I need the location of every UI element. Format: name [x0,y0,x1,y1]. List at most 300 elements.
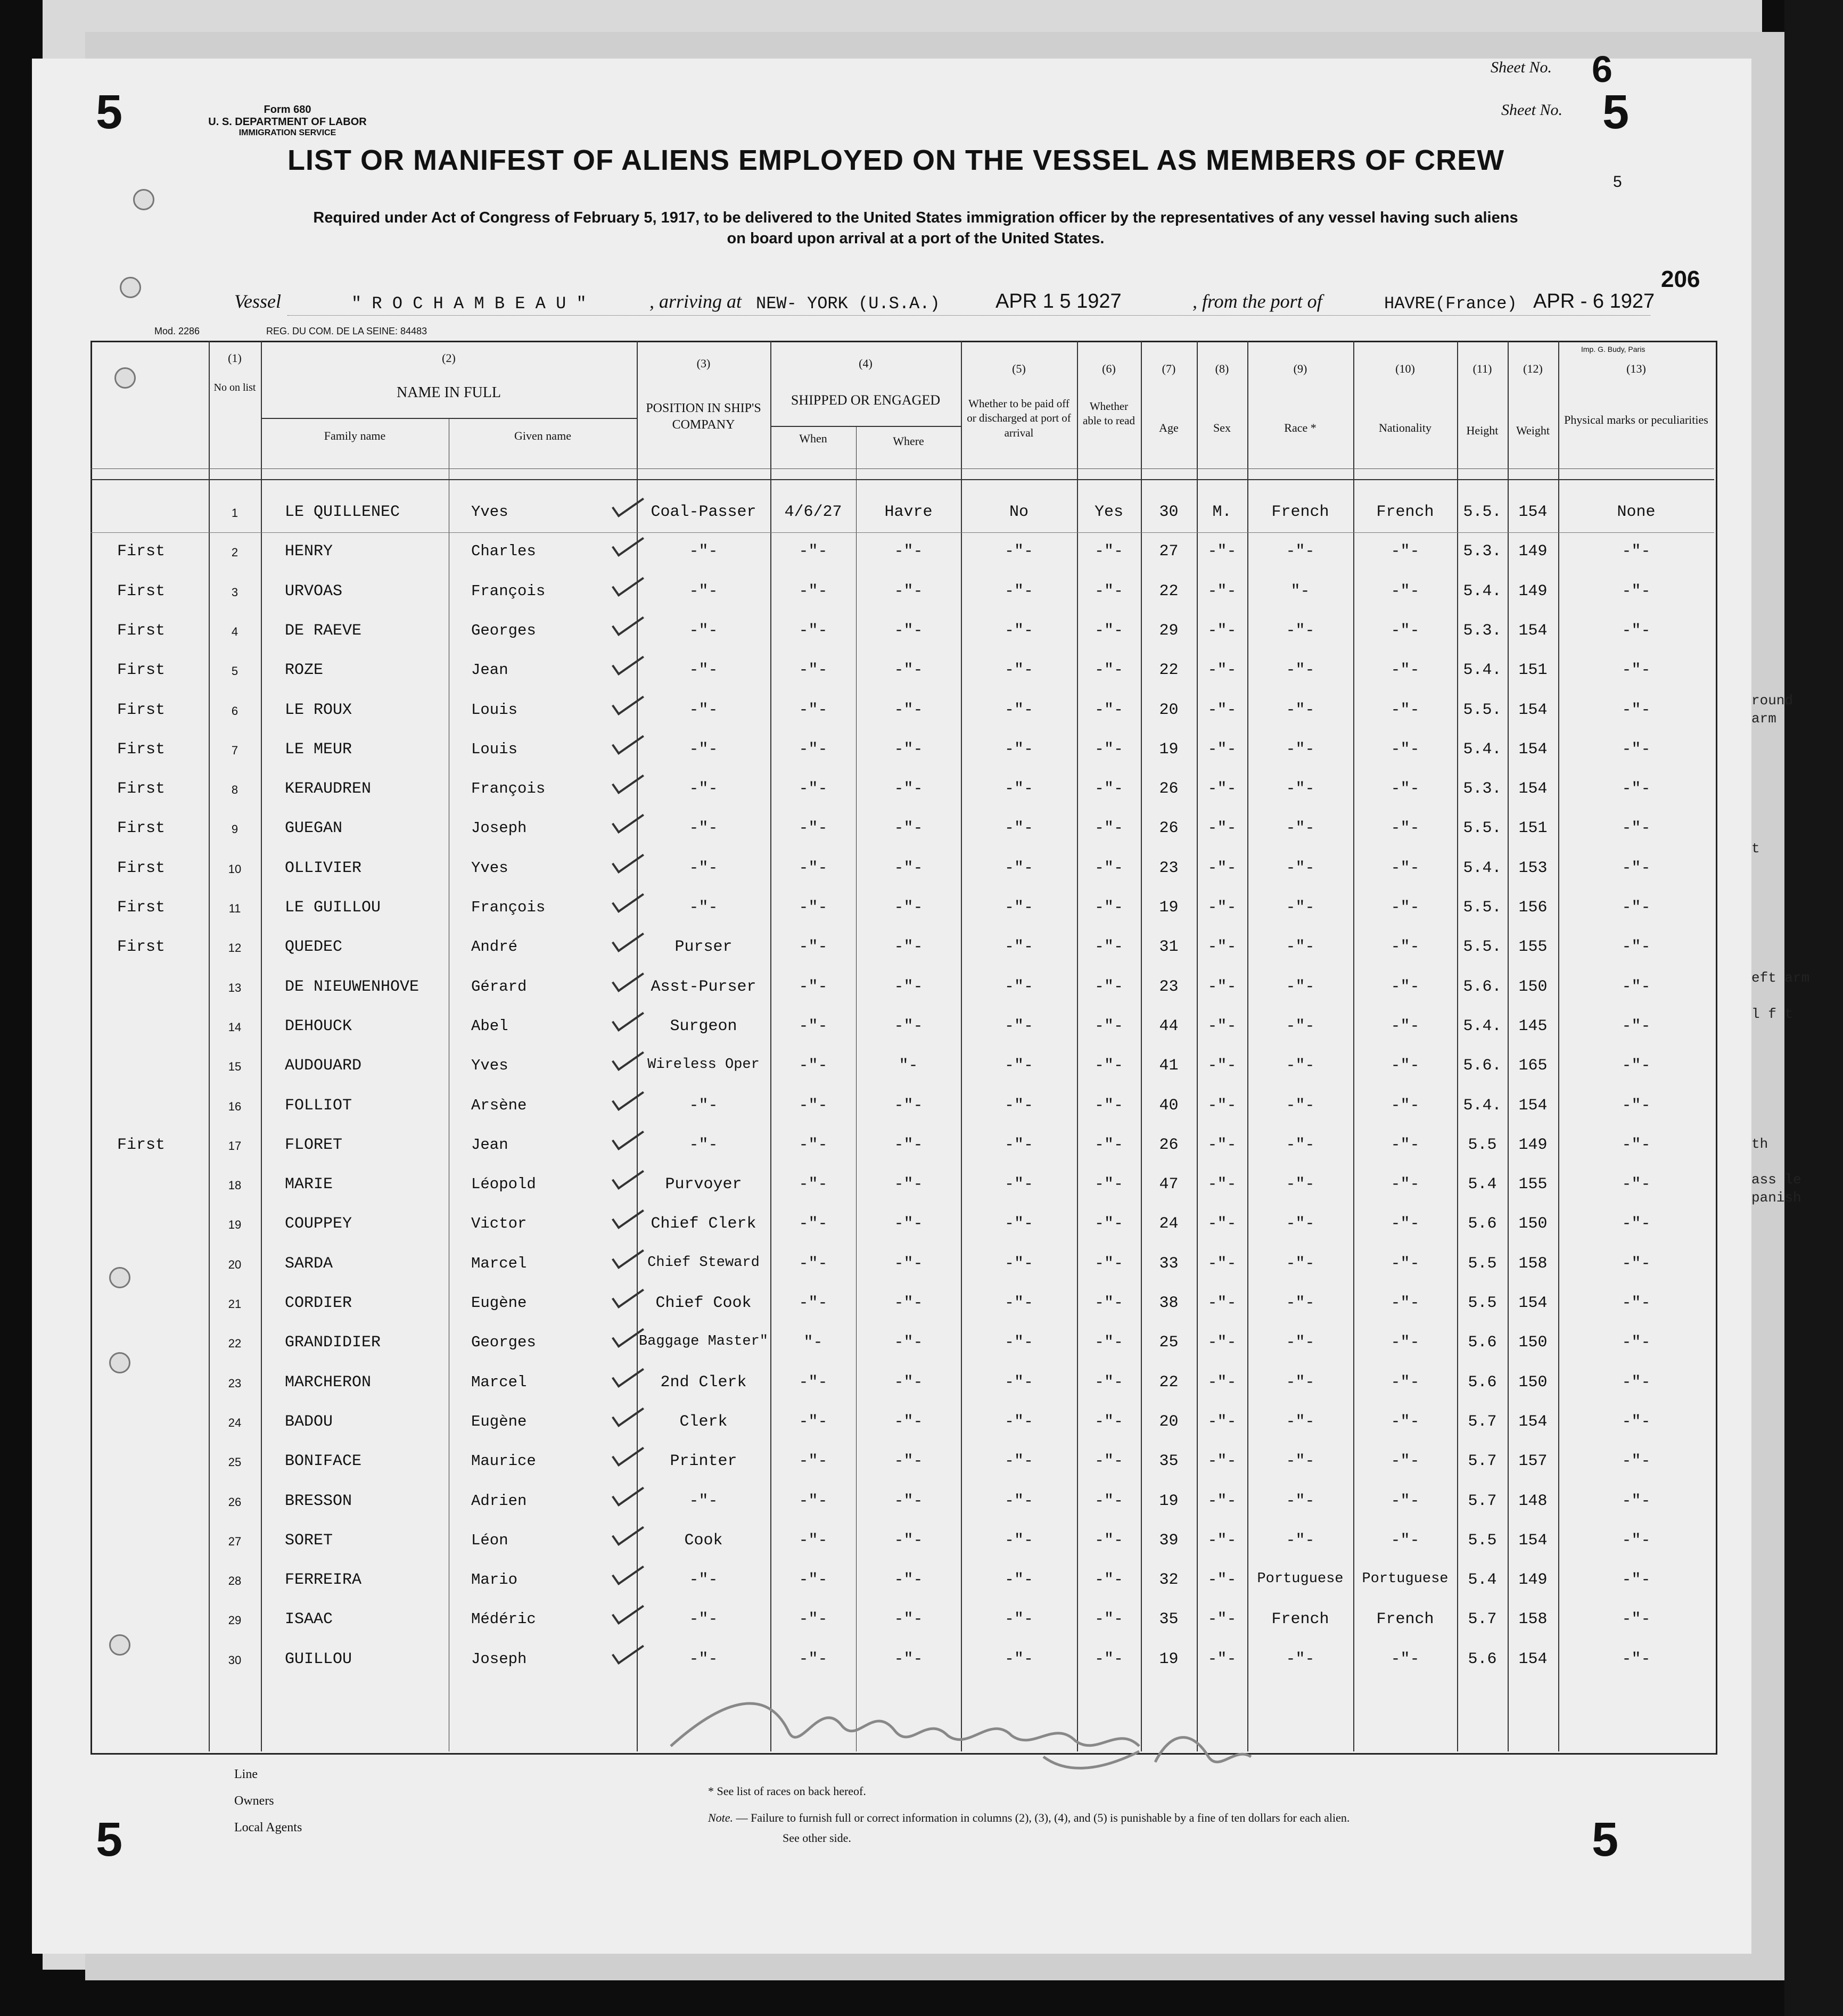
row-mark: First [117,1135,166,1154]
physical-marks: -"- [1622,1531,1651,1550]
col-num-8: (8) [1215,362,1229,375]
weight: 154 [1518,1650,1548,1668]
punch-hole [109,1267,130,1288]
header-where: Where [893,434,924,448]
physical-marks: -"- [1622,1610,1651,1629]
paid-off: -"- [1004,780,1033,799]
given-name: Gérard [471,977,527,995]
able-to-read: -"- [1094,859,1123,877]
race: -"- [1286,1057,1315,1075]
age: 31 [1159,938,1179,957]
able-to-read: -"- [1094,1254,1123,1273]
paid-off: -"- [1004,1135,1033,1154]
age: 44 [1159,1017,1179,1035]
shipped-when: -"- [799,819,828,838]
age: 26 [1159,1135,1179,1154]
family-name: LE MEUR [285,740,352,759]
position: -"- [689,859,718,877]
race: -"- [1286,542,1315,561]
given-name: Victor [471,1215,527,1233]
race: -"- [1286,621,1315,640]
age: 26 [1159,780,1179,799]
race: -"- [1286,1650,1315,1668]
row-mark: First [117,582,166,600]
able-to-read: -"- [1094,977,1123,996]
given-name: François [471,780,546,798]
page-number: 206 [1661,266,1700,292]
sheet-number: 5 [1602,86,1630,139]
see-other-side: See other side. [783,1831,851,1845]
position: Chief Cook [655,1294,752,1312]
weight: 149 [1518,582,1548,600]
family-name: BADOU [285,1412,333,1431]
shipped-where: -"- [894,1650,923,1668]
nationality: -"- [1391,1254,1420,1273]
nationality: -"- [1391,582,1420,600]
shipped-where: -"- [894,938,923,957]
nationality: -"- [1391,1294,1420,1312]
shipped-where: -"- [894,1017,923,1035]
given-name: Louis [471,701,518,719]
given-name: Joseph [471,819,527,837]
shipped-where: -"- [894,1571,923,1590]
age: 19 [1159,899,1179,917]
physical-marks: -"- [1622,1096,1651,1115]
shipped-when: -"- [799,661,828,680]
height: 5.3. [1463,542,1502,561]
punch-hole [120,277,141,298]
sex: -"- [1207,1373,1237,1392]
shipped-where: -"- [894,1412,923,1431]
col-num-4: (4) [859,357,873,370]
able-to-read: -"- [1094,819,1123,838]
shipped-where: -"- [894,542,923,561]
row-number: 16 [228,1099,242,1113]
header-family-name: Family name [324,429,386,442]
family-name: FERREIRA [285,1571,362,1590]
nationality: -"- [1391,740,1420,759]
position: -"- [689,1650,718,1668]
age: 20 [1159,1412,1179,1431]
row-number: 25 [228,1455,242,1469]
height: 5.5. [1463,899,1502,917]
position: -"- [689,1492,718,1510]
weight: 154 [1518,701,1548,719]
weight: 150 [1518,1215,1548,1233]
shipped-where: -"- [894,740,923,759]
physical-marks: -"- [1622,1650,1651,1668]
sex: -"- [1207,1492,1237,1510]
col-num-12: (12) [1523,362,1543,375]
able-to-read: -"- [1094,661,1123,680]
row-number: 14 [228,1020,242,1034]
family-name: DEHOUCK [285,1017,352,1035]
able-to-read: -"- [1094,1175,1123,1194]
nationality: -"- [1391,1017,1420,1035]
race: -"- [1286,938,1315,957]
row-number: 15 [228,1060,242,1074]
sex: -"- [1207,1096,1237,1115]
form-header [208,104,367,138]
header-when: When [799,432,827,445]
race: -"- [1286,977,1315,996]
race: -"- [1286,1017,1315,1035]
given-name: Abel [471,1017,508,1035]
sex: -"- [1207,1057,1237,1075]
row-number: 20 [228,1257,242,1271]
height: 5.5 [1468,1135,1497,1154]
family-name: ROZE [285,661,324,680]
paid-off: -"- [1004,1571,1033,1590]
race: -"- [1286,1452,1315,1471]
weight: 158 [1518,1254,1548,1273]
able-to-read: -"- [1094,899,1123,917]
physical-marks: -"- [1622,1294,1651,1312]
shipped-where: -"- [894,899,923,917]
paid-off: -"- [1004,582,1033,600]
family-name: FLORET [285,1135,343,1154]
row-number: 7 [231,743,238,757]
physical-marks: -"- [1622,1057,1651,1075]
header-name-in-full: NAME IN FULL [397,384,501,401]
paid-off: -"- [1004,701,1033,719]
sex: -"- [1207,621,1237,640]
paid-off: -"- [1004,1294,1033,1312]
weight: 151 [1518,661,1548,680]
race: -"- [1286,740,1315,759]
header-race: Race * [1284,421,1317,434]
sex: -"- [1207,938,1237,957]
printer-credit: Imp. G. Budy, Paris [1581,345,1645,353]
header-no-on-list: No on list [213,382,256,393]
paid-off: -"- [1004,542,1033,561]
given-name: François [471,899,546,916]
given-name: Eugène [471,1412,527,1430]
race: -"- [1286,1096,1315,1115]
row-number: 9 [231,822,238,836]
race: -"- [1286,1412,1315,1431]
nationality: -"- [1391,701,1420,719]
shipped-when: -"- [799,977,828,996]
family-name: GUILLOU [285,1650,352,1668]
shipped-where: Havre [884,503,933,521]
punch-hole [109,1352,130,1373]
sex: M. [1212,503,1232,521]
given-name: André [471,938,518,956]
row-mark: First [117,938,166,957]
height: 5.6 [1468,1373,1497,1392]
family-name: SORET [285,1531,333,1550]
shipped-when: -"- [799,1650,828,1668]
row-number: 29 [228,1614,242,1627]
able-to-read: -"- [1094,1215,1123,1233]
able-to-read: -"- [1094,780,1123,799]
sex: -"- [1207,1334,1237,1352]
requirement-line1: Required under Act of Congress of February 5, 1917, to be delivered to the United States immigration officer by the representatives of any vessel having such aliens [313,209,1518,226]
nationality: -"- [1391,621,1420,640]
physical-marks: -"- [1622,740,1651,759]
physical-marks: -"- [1622,701,1651,719]
shipped-when: -"- [799,1531,828,1550]
weight: 165 [1518,1057,1548,1075]
sex: -"- [1207,701,1237,719]
age: 27 [1159,542,1179,561]
age: 30 [1159,503,1179,521]
paid-off: -"- [1004,740,1033,759]
physical-marks: -"- [1622,1571,1651,1590]
sheet-number-top: 6 [1592,48,1612,90]
height: 5.6 [1468,1215,1497,1233]
sheet-label: Sheet No. [1501,101,1562,119]
age: 26 [1159,819,1179,838]
weight: 154 [1518,503,1548,521]
shipped-when: -"- [799,1492,828,1510]
race: -"- [1286,1531,1315,1550]
height: 5.4. [1463,859,1502,877]
physical-marks: -"- [1622,1334,1651,1352]
position: Chief Clerk [651,1215,756,1233]
able-to-read: -"- [1094,1452,1123,1471]
shipped-where: -"- [894,1492,923,1510]
nationality: -"- [1391,1135,1420,1154]
departure-port: HAVRE(France) [1384,294,1517,314]
sex: -"- [1207,1452,1237,1471]
col-num-5: (5) [1012,362,1026,375]
position: Asst-Purser [651,977,756,996]
able-to-read: -"- [1094,1492,1123,1510]
family-name: LE QUILLENEC [285,503,400,521]
family-name: DE NIEUWENHOVE [285,977,419,996]
weight: 153 [1518,859,1548,877]
sheet-number-bottom: 5 [1592,1813,1619,1866]
age: 22 [1159,1373,1179,1392]
sex: -"- [1207,582,1237,600]
header-position: POSITION IN SHIP'S COMPANY [646,401,761,432]
shipped-when: -"- [799,1571,828,1590]
age: 24 [1159,1215,1179,1233]
row-number: 8 [231,783,238,797]
position: Cook [684,1531,723,1550]
header-shipped: SHIPPED OR ENGAGED [791,392,941,408]
header-paid-off: Whether to be paid off or discharged at port of arrival [967,397,1071,439]
position: -"- [689,780,718,799]
weight: 154 [1518,1294,1548,1312]
height: 5.6. [1463,1057,1502,1075]
race: Portuguese [1257,1571,1344,1587]
race: -"- [1286,1373,1315,1392]
able-to-read: -"- [1094,701,1123,719]
position: Surgeon [670,1017,737,1035]
vessel-name: " R O C H A M B E A U " [351,294,587,314]
row-mark: First [117,701,166,719]
age: 20 [1159,701,1179,719]
weight: 154 [1518,740,1548,759]
row-line [770,426,961,427]
nationality: -"- [1391,1412,1420,1431]
physical-marks: -"- [1622,1215,1651,1233]
corner-sheet-number-bottom: 5 [96,1813,123,1866]
family-name: LE GUILLOU [285,899,381,917]
shipped-when: -"- [799,1610,828,1629]
shipped-where: -"- [894,701,923,719]
paid-off: -"- [1004,1610,1033,1629]
nationality: -"- [1391,1650,1420,1668]
height: 5.3. [1463,621,1502,640]
race: -"- [1286,1334,1315,1352]
height: 5.5 [1468,1254,1497,1273]
race: -"- [1286,1492,1315,1510]
row-line [261,418,637,419]
col-line [261,341,262,1751]
physical-marks: -"- [1622,1373,1651,1392]
vessel-label: Vessel [234,291,281,312]
shipped-where: -"- [894,582,923,600]
able-to-read: -"- [1094,1571,1123,1590]
shipped-when: -"- [799,1452,828,1471]
age: 41 [1159,1057,1179,1075]
weight: 154 [1518,1531,1548,1550]
departure-date-stamp: APR - 6 1927 [1533,290,1655,312]
row-number: 10 [228,862,242,876]
shipped-where: -"- [894,1373,923,1392]
note-text: — Failure to furnish full or correct information in columns (2), (3), (4), and (5) is punishable by a fine of ten dollars for each alien. [736,1811,1350,1824]
row-number: 13 [228,981,242,994]
shipped-where: -"- [894,1254,923,1273]
weight: 149 [1518,542,1548,561]
given-name: Eugène [471,1294,527,1312]
physical-marks: -"- [1622,780,1651,799]
weight: 157 [1518,1452,1548,1471]
shipped-where: -"- [894,1135,923,1154]
weight: 154 [1518,1412,1548,1431]
height: 5.4 [1468,1571,1497,1590]
shipped-when: -"- [799,859,828,877]
weight: 155 [1518,938,1548,957]
col-num-2: (2) [442,351,456,365]
row-mark: First [117,899,166,917]
sex: -"- [1207,859,1237,877]
position: -"- [689,899,718,917]
sex: -"- [1207,1412,1237,1431]
shipped-when: -"- [799,701,828,719]
weight: 150 [1518,977,1548,996]
given-name: Charles [471,542,536,561]
nationality: -"- [1391,1373,1420,1392]
row-mark: First [117,819,166,838]
height: 5.7 [1468,1492,1497,1510]
weight: 145 [1518,1017,1548,1035]
weight: 149 [1518,1135,1548,1154]
able-to-read: -"- [1094,582,1123,600]
race: -"- [1286,1294,1315,1312]
arrival-port: NEW- YORK (U.S.A.) [756,294,940,314]
position: 2nd Clerk [660,1373,747,1392]
sex: -"- [1207,780,1237,799]
given-name: Mario [471,1571,518,1589]
age: 40 [1159,1096,1179,1115]
shipped-when: -"- [799,582,828,600]
able-to-read: -"- [1094,1334,1123,1352]
able-to-read: -"- [1094,1096,1123,1115]
paid-off: -"- [1004,621,1033,640]
arriving-label: , arriving at [649,291,742,312]
height: 5.5. [1463,938,1502,957]
physical-marks: -"- [1622,582,1651,600]
physical-marks: -"- [1622,1452,1651,1471]
race: -"- [1286,1215,1315,1233]
reg-number: REG. DU COM. DE LA SEINE: 84483 [266,326,427,336]
header-able-read: Whether able to read [1083,400,1135,427]
shipped-where: -"- [894,977,923,996]
position: -"- [689,819,718,838]
shipped-where: -"- [894,1452,923,1471]
position: -"- [689,701,718,719]
form-number: Form 680 [264,104,311,116]
row-number: 11 [228,902,241,915]
shipped-when: -"- [799,1215,828,1233]
shipped-where: -"- [894,1175,923,1194]
race: -"- [1286,1135,1315,1154]
given-name: Arsène [471,1096,527,1114]
shipped-where: -"- [894,780,923,799]
race: -"- [1286,819,1315,838]
given-name: Yves [471,1057,508,1075]
weight: 158 [1518,1610,1548,1629]
height: 5.5. [1463,701,1502,719]
weight: 151 [1518,819,1548,838]
given-name: Marcel [471,1254,527,1272]
age: 22 [1159,582,1179,600]
able-to-read: -"- [1094,1294,1123,1312]
physical-marks: -"- [1622,1492,1651,1510]
shipped-when: -"- [799,1135,828,1154]
height: 5.5 [1468,1531,1497,1550]
col-num-6: (6) [1102,362,1116,375]
height: 5.4. [1463,1017,1502,1035]
shipped-where: "- [899,1057,918,1075]
row-number: 6 [231,704,238,718]
sheet-label-top: Sheet No. [1491,59,1552,76]
nationality: -"- [1391,1057,1420,1075]
row-line [90,479,1714,480]
row-number: 17 [228,1139,242,1153]
paid-off: -"- [1004,977,1033,996]
sex: -"- [1207,977,1237,996]
nationality: -"- [1391,1215,1420,1233]
header-marks: Physical marks or peculiarities [1564,413,1708,426]
row-number: 2 [231,546,238,559]
nationality: -"- [1391,977,1420,996]
from-port-label: , from the port of [1192,291,1322,312]
family-name: QUEDEC [285,938,343,957]
position: Purser [674,938,733,957]
height: 5.5. [1463,503,1502,521]
position: -"- [689,661,718,680]
nationality: -"- [1391,819,1420,838]
row-number: 30 [228,1653,242,1667]
corner-sheet-number: 5 [96,86,123,139]
weight: 154 [1518,1096,1548,1115]
shipped-where: -"- [894,1215,923,1233]
family-name: URVOAS [285,582,343,600]
row-mark: First [117,740,166,759]
given-name: Georges [471,1334,536,1352]
family-name: LE ROUX [285,701,352,719]
nationality: -"- [1391,1452,1420,1471]
height: 5.5. [1463,819,1502,838]
shipped-when: -"- [799,1175,828,1194]
height: 5.4. [1463,1096,1502,1115]
